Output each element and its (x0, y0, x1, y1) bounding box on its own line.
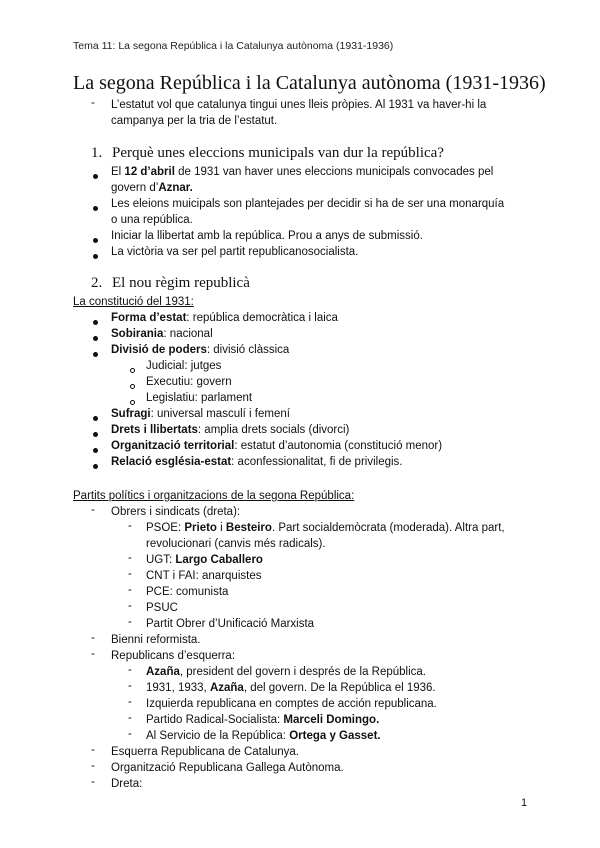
section-2-heading (91, 275, 250, 292)
s1-bullet-1-line-2: govern d’Aznar. (111, 182, 193, 194)
left-azana-2: 1931, 1933, Azaña, del govern. De la República el 1936. (146, 682, 436, 694)
dash-marker: - (128, 680, 132, 692)
section-1-number: 1. (91, 145, 103, 161)
constitution-subitem: Judicial: jutges (146, 360, 222, 372)
constitution-item: Forma d’estat: república democràtica i laica (111, 312, 338, 324)
parties-bienni: Bienni reformista. (111, 634, 201, 646)
bullet-icon (93, 412, 98, 424)
bullet-icon (93, 460, 98, 472)
section-2-title: El nou règim republicà (112, 275, 250, 291)
bullet-icon (93, 202, 98, 214)
party-poum: Partit Obrer d’Unificació Marxista (146, 618, 315, 630)
dash-marker: - (128, 696, 132, 708)
dash-marker: - (128, 568, 132, 580)
intro-line-1: L’estatut vol que catalunya tingui unes lleis pròpies. Al 1931 va haver-hi la (111, 99, 487, 111)
dash-marker: - (128, 728, 132, 740)
party-psoe-line-1: PSOE: Prieto i Besteiro. Part socialdemòcrata (moderada). Altra part, (146, 522, 505, 534)
constitution-item: Drets i llibertats: amplia drets socials (divorci) (111, 424, 350, 436)
bullet-icon (93, 234, 98, 246)
section-1-heading (91, 145, 444, 162)
party-pce: PCE: comunista (146, 586, 229, 598)
circle-bullet-icon (130, 380, 135, 392)
parties-heading: Partits polítics i organitzacions de la segona República: (73, 490, 355, 502)
dash-marker: - (91, 504, 95, 516)
s1-bullet-2-line-2: o una república. (111, 214, 193, 226)
bullet-icon (93, 250, 98, 262)
s1-bullet-4: La victòria va ser pel partit republicanosocialista. (111, 246, 359, 258)
dash-marker: - (91, 760, 95, 772)
parties-left: Republicans d’esquerra: (111, 650, 236, 662)
dash-marker: - (91, 776, 95, 788)
parties-orga: Organització Republicana Gallega Autònoma. (111, 762, 344, 774)
constitution-subitem: Executiu: govern (146, 376, 232, 388)
page-header: Tema 11: La segona República i la Catalunya autònoma (1931-1936) (73, 40, 394, 52)
intro-line-2: campanya per la tria de l’estatut. (111, 115, 278, 127)
document-title: La segona República i la Catalunya autònoma (1931-1936) (73, 72, 546, 94)
constitution-heading: La constitució del 1931: (73, 296, 194, 308)
dash-marker: - (128, 712, 132, 724)
s1-bullet-1-line-1: El 12 d’abril de 1931 van haver unes eleccions municipals convocades pel (111, 166, 494, 178)
constitution-item: Sobirania: nacional (111, 328, 213, 340)
party-psuc: PSUC (146, 602, 178, 614)
bullet-icon (93, 428, 98, 440)
dash-marker: - (128, 552, 132, 564)
dash-marker: - (128, 664, 132, 676)
dash-marker: - (91, 648, 95, 660)
constitution-subitem: Legislatiu: parlament (146, 392, 253, 404)
constitution-item: Relació església-estat: aconfessionalitat, fi de privilegis. (111, 456, 403, 468)
dash-marker: - (128, 616, 132, 628)
bullet-icon (93, 444, 98, 456)
left-azana-1: Azaña, president del govern i després de la República. (146, 666, 426, 678)
dash-marker: - (91, 97, 95, 109)
dash-marker: - (91, 632, 95, 644)
constitution-item: Divisió de poders: divisió clàssica (111, 344, 290, 356)
bullet-icon (93, 348, 98, 360)
dash-marker: - (128, 600, 132, 612)
page-number: 1 (521, 797, 528, 809)
s1-bullet-2-line-1: Les eleions muicipals son plantejades per decidir si ha de ser una monarquía (111, 198, 505, 210)
party-cnt: CNT i FAI: anarquistes (146, 570, 262, 582)
left-asr: Al Servicio de la República: Ortega y Gasset. (146, 730, 381, 742)
constitution-item: Sufragi: universal masculí i femení (111, 408, 290, 420)
party-ugt: UGT: Largo Caballero (146, 554, 263, 566)
parties-erc: Esquerra Republicana de Catalunya. (111, 746, 299, 758)
s1-bullet-3: Iniciar la llibertat amb la república. Prou a anys de submissió. (111, 230, 423, 242)
bullet-icon (93, 332, 98, 344)
dash-marker: - (128, 520, 132, 532)
constitution-item: Organització territorial: estatut d’autonomia (constitució menor) (111, 440, 443, 452)
section-2-number: 2. (91, 275, 103, 291)
left-prs: Partido Radical-Socialista: Marceli Domingo. (146, 714, 380, 726)
section-1-title: Perquè unes eleccions municipals van dur la república? (112, 145, 444, 161)
dash-marker: - (128, 584, 132, 596)
bullet-icon (93, 170, 98, 182)
parties-right: Dreta: (111, 778, 143, 790)
parties-workers: Obrers i sindicats (dreta): (111, 506, 241, 518)
party-psoe-line-2: revolucionari (canvis més radicals). (146, 538, 326, 550)
bullet-icon (93, 316, 98, 328)
circle-bullet-icon (130, 364, 135, 376)
left-izquierda: Izquierda republicana en comptes de acción republicana. (146, 698, 437, 710)
dash-marker: - (91, 744, 95, 756)
